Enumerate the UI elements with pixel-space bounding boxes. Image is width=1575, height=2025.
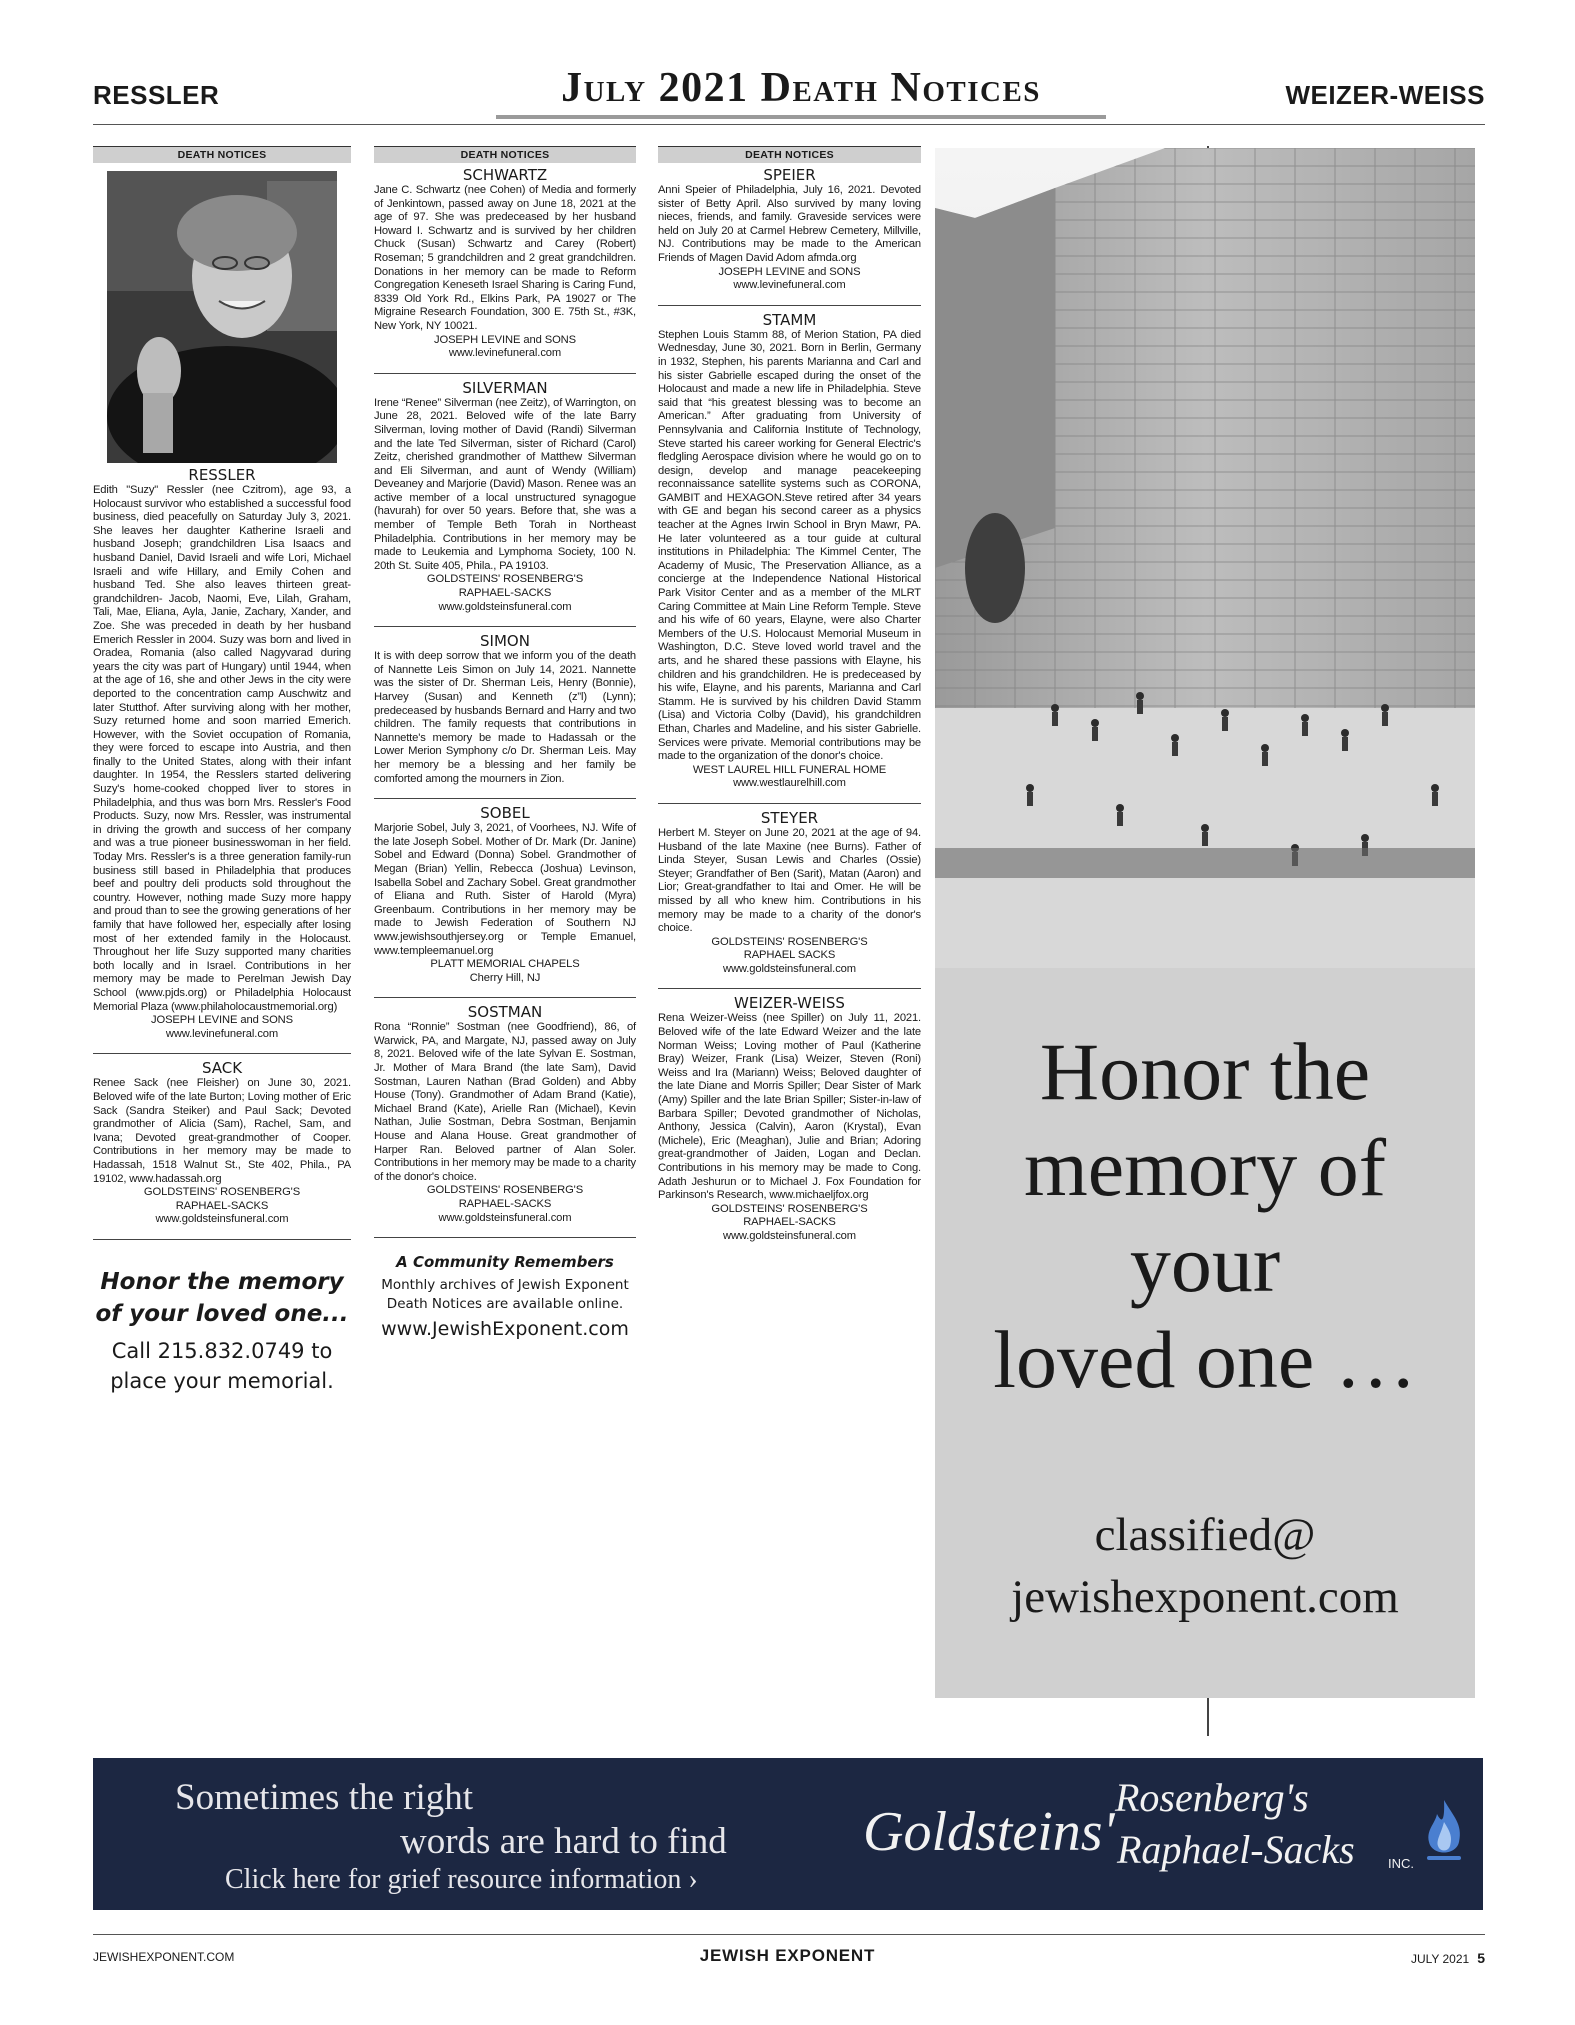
column-header: DEATH NOTICES — [93, 146, 351, 163]
footer-issue-date: JULY 2021 — [1410, 1952, 1470, 1966]
notice-divider — [93, 1239, 351, 1240]
funeral-home-url[interactable]: www.levinefuneral.com — [448, 347, 562, 360]
community-url-link[interactable]: www.JewishExponent.com — [381, 1318, 629, 1341]
funeral-home-line2: RAPHAEL-SACKS — [458, 1198, 552, 1210]
notice-sostman — [374, 1004, 636, 1225]
notice-body: Stephen Louis Stamm 88, of Merion Station, PA died Wednesday, June 30, 2021. Born in Berlin, Germany in 1932, Stephen, his parents Marianna and Carl and his sister Gabrielle escaped during the onset of the Holocaust and made a new life in Philadelphia. Steve said that “his greatest blessing was to become an American.” After graduating from University of Pennsylvania and California Institute of Technology, Steve started his career working for General Electric's fledgling Aerospace division where he would go on to design, develop and manage peacekeeping reconnaissance satellite systems such as CORONA, GAMBIT and HEXAGON.Steve retired after 34 years with GE and began his second career as a physics teacher at the Agnes Irwin School in Bryn Mawr, PA. He later volunteered as a tour guide at cultural institutions in Philadelphia: The Kimmel Center, The Academy of Music, The Preservation Alliance, as a concierge at the Independence National Historical Park Visitor Center and as a member of the MLRT Caring Committee at Main Line Reform Temple. Steve and his wife of 60 years, Elayne, were also Charter Members of the U.S. Holocaust Memorial Museum in Washington, D.C. Steve loved world travel and the arts, and he shared these passions with Elayne, his children and his grandchildren. He is predeceased by his wife, Elayne, and his parents, Marianna and Carl Stamm. He is survived by his children David Stamm (Lisa) and Victoria Colby (David), his grandchildren Ethan, Charles and Madeline, and his sister Gabrielle. Services were private. Memorial contributions may be made to the organization of the donor's choice. — [658, 328, 921, 763]
notice-name: STEYER — [760, 808, 819, 827]
funeral-home-line2: RAPHAEL-SACKS — [743, 1216, 836, 1229]
column-1 — [93, 146, 351, 1396]
honor-ad-line1: Honor the — [1039, 1026, 1371, 1117]
banner-line2: words are hard to find — [400, 1821, 727, 1862]
notice-body: Irene “Renee” Silverman (nee Zeitz), of Warrington, on June 28, 2021. Beloved wife of the late Barry Silverman, loving mother of David (Randi) Silverman and the late Ted Silverman, sister of Richard (Carol) Zeitz, cherished grandmother of Matthew Silverman and Eli Silverman, and aunt of Wendy (William) Deveaney and Marjorie (David) Mason. Renee was an active member of a local unstructured synagogue (havurah) for over 50 years. Before that, she was a member of Temple Beth Torah in Northeast Philadelphia. Contributions in her memory may be made to Leukemia and Lymphoma Society, 100 N. 20th St. Suite 405, Phila., PA 19103. — [374, 396, 636, 572]
funeral-home: GOLDSTEINS' ROSENBERG'S — [143, 1186, 301, 1199]
header-rule — [93, 124, 1485, 125]
notice-name: SOSTMAN — [467, 1003, 543, 1022]
notice-name: SILVERMAN — [462, 378, 548, 397]
notice-body: Marjorie Sobel, July 3, 2021, of Voorhees, NJ. Wife of the late Joseph Sobel. Mother of Dr. Mark (Dr. Janine) Sobel and Edward (Donna) Sobel. Grandmother of Megan (Brian) Yellin, Rebecca (Joshua) Levinson, Isabella Sobel and Zachary Sobel. Great grandmother of Eliana and Ruth. Sister of Harold (Myra) Greenbaum. Contributions in her memory may be made to Jewish Federation of Southern NJ www.jewishsouthjersey.org or Temple Emanuel, www.templeemanuel.org — [374, 822, 636, 957]
notice-divider — [658, 803, 921, 804]
honor-ad-line2: memory of — [1023, 1122, 1387, 1213]
logo-rosenbergs: Rosenberg's — [1115, 1775, 1309, 1820]
promo-sub-line2: place your memorial. — [110, 1368, 334, 1393]
funeral-home: PLATT MEMORIAL CHAPELS — [430, 958, 580, 971]
funeral-home-url[interactable]: www.goldsteinsfuneral.com — [722, 1229, 857, 1242]
banner-cta-link[interactable]: Click here for grief resource information › — [225, 1864, 698, 1895]
footer-rule — [93, 1934, 1485, 1935]
notice-body: Jane C. Schwartz (nee Cohen) of Media and formerly of Jenkintown, passed away on June 18, 2021 at the age of 97. She was predeceased by her husband Howard I. Schwartz and is survived by her children Chuck (Susan) Schwartz and Carey (Robert) Roseman; 5 grandchildren and 2 great grandchildren. Donations in her memory can be made to Reform Congregation Keneseth Israel Sharing is Caring Fund, 8339 Old York Rd., Elkins Park, PA 19027 or The Migraine Research Foundation, 300 E. 75th St., #3K, New York, NY 10021. — [374, 184, 636, 332]
notice-sack — [93, 1060, 351, 1227]
notice-speier — [658, 167, 921, 293]
notice-divider — [374, 798, 636, 799]
funeral-home: WEST LAUREL HILL FUNERAL HOME — [692, 763, 887, 776]
notice-body: Edith "Suzy" Ressler (nee Czitrom), age 93, a Holocaust survivor who established a successful food business, died peacefully on Saturday July 3, 2021. She leaves her daughter Katherine Israeli and husband Joseph; grandchildren Lisa Isaacs and husband Daniel, David Israeli and wife Lori, Michael Israeli and wife Hillary, and Emily Cohen and husband Ted. She also leaves thirteen great-grandchildren- Jacob, Naomi, Eve, Lilah, Graham, Tali, Mae, Eliana, Ayla, Janie, Zachary, Xander, and Zoe. She was preceded in death by her husband Emerich Ressler in 2004. Suzy was born and lived in Oradea, Romania (also called Nagyvarad during years the city was part of Hungary) until 1944, when at the age of 16, she and other Jews in the city were deported to the concentration camp Auschwitz and later Stutthof. After surviving along with her mother, Suzy returned home and soon married Emerich. However, with the Soviet occupation of Romania, they were forced to escape into Austria, and then finally to the United States, along with their infant daughter. In 1954, the Resslers started delivering Suzy's home-cooked chopped liver to stores in Philadelphia, and thus was born Mrs. Ressler's Food Products. Suzy, now Mrs. Ressler, was instrumental in driving the growth and success of her company and was a true pioneer businesswoman in her field. Today Mrs. Ressler's is a three generation family-run business still based in Philadelphia that produces beef and poultry deli products sold throughout the country. However, nothing made Suzy more happy and proud than to see the growing generations of her family that have followed her, especially after losing most of her extended family in the Holocaust. Throughout her life Suzy supported many charities both locally and in Israel. Contributions in her memory may be made to Perelman Jewish Day School (www.pjds.org) or Philadelphia Holocaust Memorial Plaza (www.philaholocaustmemorial.org) — [93, 484, 351, 1013]
footer-publication: JEWISH EXPONENT — [699, 1946, 876, 1965]
footer-date — [1411, 1950, 1485, 1966]
funeral-home-url[interactable]: www.goldsteinsfuneral.com — [438, 1211, 572, 1224]
promo-sub-line1: Call 215.832.0749 to — [111, 1338, 333, 1363]
funeral-home-url[interactable]: www.levinefuneral.com — [165, 1027, 279, 1040]
notice-sobel — [374, 805, 636, 985]
notice-divider — [374, 997, 636, 998]
notice-name: WEIZER-WEISS — [734, 994, 845, 1013]
funeral-home-line2: RAPHAEL-SACKS — [175, 1199, 269, 1212]
notice-name: RESSLER — [188, 466, 256, 484]
header-right-name: WEIZER-WEISS — [1285, 80, 1485, 110]
honor-ad-email1[interactable]: classified@ — [1094, 1509, 1316, 1561]
notice-name: SPEIER — [763, 166, 816, 184]
page-number: 5 — [1477, 1950, 1485, 1966]
footer-site-link[interactable]: JEWISHEXPONENT.COM — [93, 1950, 235, 1964]
notice-body: Renee Sack (nee Fleisher) on June 30, 2021. Beloved wife of the late Burton; Loving mother of Eric Sack (Sandra Steiker) and Paul Sack; Devoted grandmother of Alicia (Sam), Rachel, Sam, and Ivana; Devoted great-grandmother of Cooper. Contributions in her memory may be made to Hadassah, 1518 Walnut St., Ste 402, Phila., PA 19102, www.hadassah.org — [93, 1077, 351, 1185]
honor-memory-ad[interactable] — [935, 968, 1475, 1698]
funeral-home-url[interactable]: www.westlaurelhill.com — [733, 777, 846, 790]
notice-stamm — [658, 312, 921, 791]
column-3 — [658, 146, 921, 1244]
notice-divider — [374, 626, 636, 627]
notice-name: SOBEL — [480, 804, 530, 823]
promo-title-line1: Honor the memory — [100, 1268, 344, 1295]
logo-raphael-sacks: Raphael-Sacks — [1117, 1827, 1355, 1872]
header-left-name: RESSLER — [93, 80, 220, 110]
notice-weizer-weiss — [658, 995, 921, 1243]
notice-divider — [658, 305, 921, 306]
community-title: A Community Remembers — [396, 1253, 614, 1272]
logo-inc: INC. — [1388, 1856, 1414, 1871]
column-header: DEATH NOTICES — [374, 146, 636, 163]
community-remembers — [374, 1252, 636, 1342]
funeral-home-location: Cherry Hill, NJ — [469, 971, 541, 984]
logo-main: Goldsteins' — [863, 1801, 1115, 1863]
honor-ad-line4: loved one … — [993, 1314, 1417, 1405]
funeral-home-url[interactable]: www.goldsteinsfuneral.com — [155, 1213, 289, 1226]
notice-simon — [374, 633, 636, 786]
community-line1: Monthly archives of Jewish Exponent — [381, 1277, 629, 1294]
funeral-home: GOLDSTEINS' ROSENBERG'S — [711, 1202, 868, 1215]
banner-line1: Sometimes the right — [175, 1777, 474, 1818]
community-line2: Death Notices are available online. — [386, 1296, 624, 1313]
promo-title-line2: of your loved one... — [95, 1300, 349, 1327]
funeral-home: GOLDSTEINS' ROSENBERG'S — [426, 573, 584, 586]
flame-icon — [1419, 1796, 1469, 1866]
notice-divider — [658, 988, 921, 989]
notice-body: Rena Weizer-Weiss (nee Spiller) on July 11, 2021. Beloved wife of the late Edward Weizer and the late Norman Weiss; Loving mother of Paul (Katherine Bray) Weizer, Frank (Lisa) Weizer, Steven (Roni) Weiss and Ira (Mariann) Weiss; Beloved daughter of the late Diane and Morris Spiller; Dear Sister of Mark (Amy) Spiller and the late Brian Spiller; Sister-in-law of Barbara Spiller; Devoted grandmother of Nicholas, Anthony, Jessica (Calvin), Aaron (Krystal), Evan (Michele), Eric (Meaghan), Julie and Brian; Adoring great-grandmother of Jaiden, Logan and Declan. Contributions in his memory may be made to Cong. Adath Jeshurun or to Michael J. Fox Foundation for Parkinson's Research, www.michaeljfox.org — [658, 1012, 921, 1202]
funeral-home: GOLDSTEINS' ROSENBERG'S — [426, 1184, 584, 1197]
memorial-promo — [93, 1266, 351, 1396]
notice-name: SCHWARTZ — [462, 166, 548, 184]
ressler-portrait-photo — [107, 171, 337, 463]
funeral-home: JOSEPH LEVINE and SONS — [433, 333, 577, 346]
notice-schwartz — [374, 167, 636, 361]
notice-silverman — [374, 380, 636, 615]
notice-divider — [374, 1237, 636, 1238]
column-2 — [374, 146, 636, 1342]
funeral-home: JOSEPH LEVINE and SONS — [150, 1014, 294, 1027]
notice-body: Anni Speier of Philadelphia, July 16, 2021. Devoted sister of Betty April. Also survived by many loving nieces, friends, and family. Graveside services were held on July 20 at Carmel Hebrew Cemetery, Millville, NJ. Contributions may be made to the American Friends of Magen David Adom afmda.org — [658, 184, 921, 264]
notice-body: Herbert M. Steyer on June 20, 2021 at the age of 94. Husband of the late Maxine (nee Burns). Father of Linda Steyer, Susan Lewis and Charles (Ossie) Steyer; Grandfather of Ben (Sarit), Matan (Aaron) and Lior; Great-grandfather to Itai and Omer. He will be missed by all who knew him. Contributions in his memory may be made to a charity of the donor's choice. — [658, 826, 921, 935]
notice-body: It is with deep sorrow that we inform you of the death of Nannette Leis Simon on July 14, 2021. Nannette was the sister of Dr. Sherman Leis, Henry (Bonnie), Harvey (Susan) and Kenneth (z”l) (Lynn); predeceased by husbands Bernard and Harry and two children. The family requests that contributions in Nannette's memory be made to Hadassah or the Lower Merion Symphony c/o Dr. Sherman Leis. May her memory be a blessing and her family be comforted among the mourners in Zion. — [374, 650, 636, 785]
notice-steyer — [658, 810, 921, 977]
funeral-home-url[interactable]: www.goldsteinsfuneral.com — [722, 962, 857, 975]
honor-ad-email2[interactable]: jewishexponent.com — [1011, 1571, 1399, 1623]
funeral-home: GOLDSTEINS' ROSENBERG'S — [711, 935, 868, 948]
notice-ressler — [93, 467, 351, 1041]
honor-ad-line3: your — [1129, 1218, 1281, 1309]
funeral-home-url[interactable]: www.levinefuneral.com — [733, 279, 846, 292]
notice-name: STAMM — [762, 310, 817, 329]
grief-resource-banner[interactable] — [93, 1758, 1483, 1910]
page-title: July 2021 Death Notices — [496, 64, 1106, 119]
notice-divider — [93, 1053, 351, 1054]
right-column-rule-bottom — [1207, 1698, 1209, 1736]
notice-name: SIMON — [480, 632, 530, 651]
funeral-home: JOSEPH LEVINE and SONS — [718, 265, 861, 278]
funeral-home-line2: RAPHAEL-SACKS — [458, 587, 552, 600]
notice-name: SACK — [201, 1059, 243, 1078]
column-header: DEATH NOTICES — [658, 146, 921, 163]
notice-divider — [374, 373, 636, 374]
notice-body: Rona “Ronnie” Sostman (nee Goodfriend), 86, of Warwick, PA, and Margate, NJ, passed away on July 8, 2021. Beloved wife of the late Sylvan E. Sostman, Jr. Mother of Mara Brand (the late Sam), David Sostman, Lauren Nathan (Brad Golden) and Abby House (Tony). Grandmother of Adam Brand (Katie), Michael Brand (Kate), Arielle Ran (Michael), Kevin Nathan, Julie Sostman, Debra Sostman, Benjamin House and Alana House. Great grandmother of Harper Ran. Beloved partner of Alan Soler. Contributions in her memory may be made to a charity of the donor's choice. — [374, 1021, 636, 1183]
western-wall-photo — [935, 148, 1475, 968]
funeral-home-url[interactable]: www.goldsteinsfuneral.com — [438, 600, 572, 613]
funeral-home-line2: RAPHAEL SACKS — [743, 949, 836, 962]
